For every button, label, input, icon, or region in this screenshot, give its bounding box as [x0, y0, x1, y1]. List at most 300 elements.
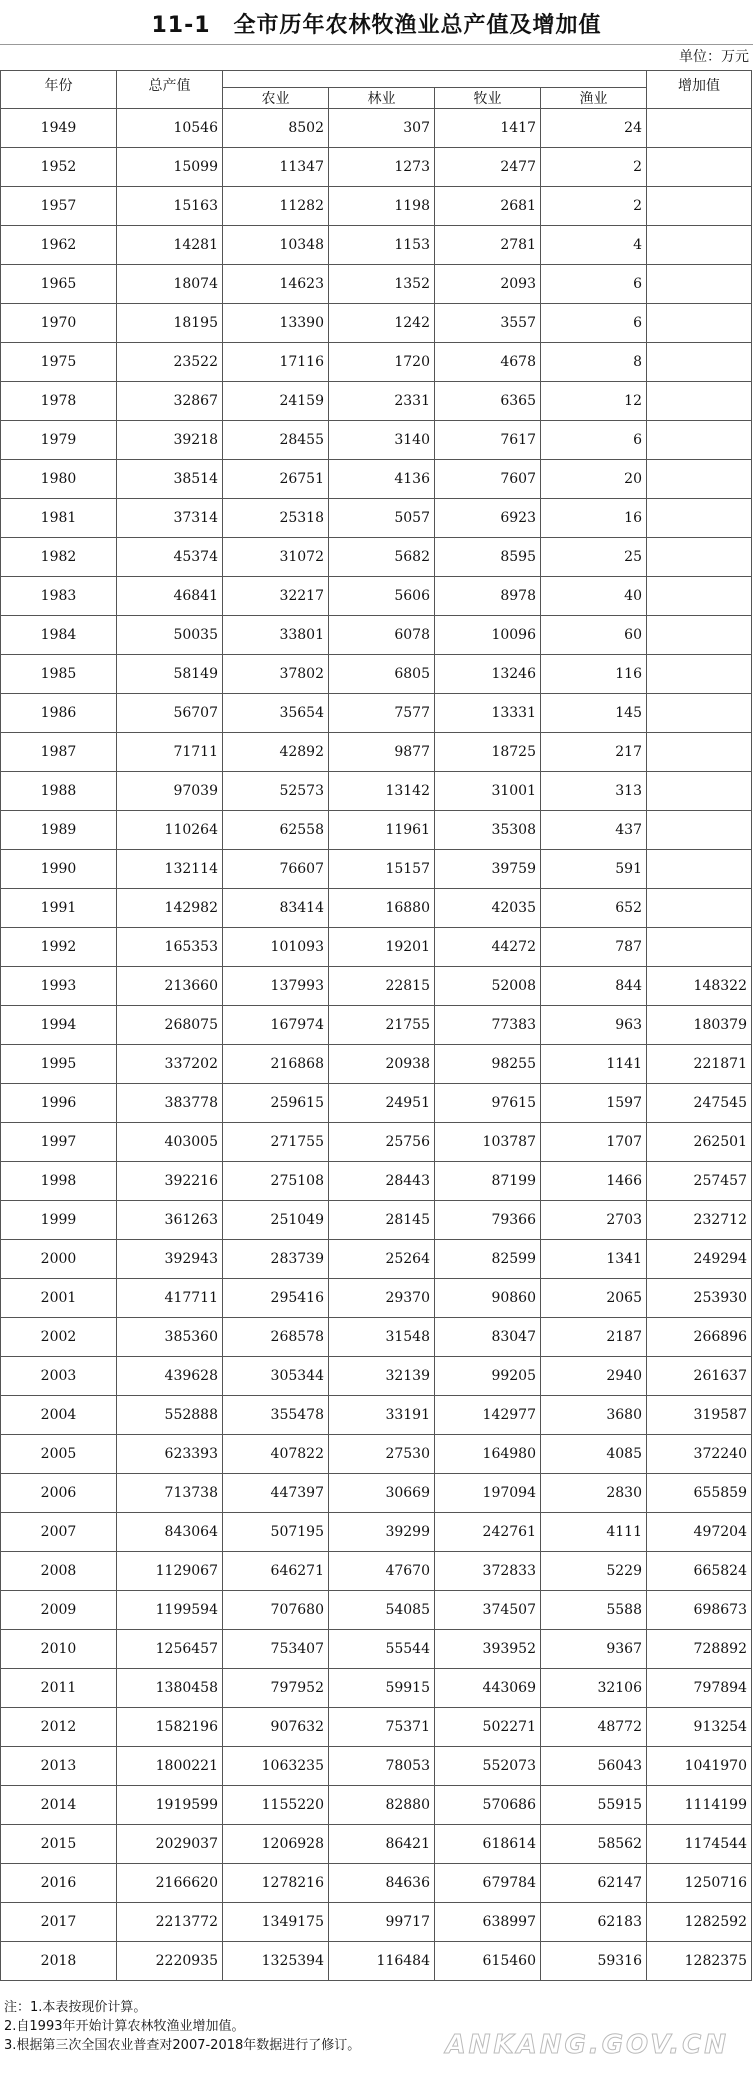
agriculture-cell: 1349175	[223, 1903, 329, 1942]
table-row	[1, 226, 752, 265]
total-cell: 361263	[117, 1201, 223, 1240]
table-row	[1, 1318, 752, 1357]
forestry-cell: 16880	[329, 889, 435, 928]
table-row	[1, 1747, 752, 1786]
husbandry-cell: 552073	[435, 1747, 541, 1786]
value-added-cell	[647, 304, 752, 343]
value-added-cell	[647, 889, 752, 928]
agriculture-cell: 76607	[223, 850, 329, 889]
fishery-cell: 4085	[541, 1435, 647, 1474]
forestry-cell: 86421	[329, 1825, 435, 1864]
husbandry-cell: 2781	[435, 226, 541, 265]
husbandry-cell: 87199	[435, 1162, 541, 1201]
total-cell: 2166620	[117, 1864, 223, 1903]
value-added-cell	[647, 655, 752, 694]
year-cell: 1998	[1, 1162, 117, 1201]
table-row	[1, 616, 752, 655]
husbandry-cell: 4678	[435, 343, 541, 382]
total-cell: 1380458	[117, 1669, 223, 1708]
forestry-cell: 84636	[329, 1864, 435, 1903]
table-row	[1, 265, 752, 304]
table-row	[1, 382, 752, 421]
total-cell: 337202	[117, 1045, 223, 1084]
fishery-cell: 4111	[541, 1513, 647, 1552]
value-added-cell: 249294	[647, 1240, 752, 1279]
table-row	[1, 304, 752, 343]
fishery-cell: 116	[541, 655, 647, 694]
value-added-cell: 665824	[647, 1552, 752, 1591]
husbandry-cell: 98255	[435, 1045, 541, 1084]
total-cell: 1800221	[117, 1747, 223, 1786]
fishery-cell: 313	[541, 772, 647, 811]
fishery-cell: 787	[541, 928, 647, 967]
value-added-cell: 148322	[647, 967, 752, 1006]
fishery-cell: 652	[541, 889, 647, 928]
husbandry-cell: 164980	[435, 1435, 541, 1474]
table-row	[1, 1084, 752, 1123]
value-added-cell: 253930	[647, 1279, 752, 1318]
fishery-cell: 2187	[541, 1318, 647, 1357]
agriculture-cell: 283739	[223, 1240, 329, 1279]
header-value-added: 增加值	[647, 71, 752, 109]
forestry-cell: 31548	[329, 1318, 435, 1357]
value-added-cell	[647, 577, 752, 616]
fishery-cell: 1341	[541, 1240, 647, 1279]
forestry-cell: 59915	[329, 1669, 435, 1708]
agriculture-cell: 507195	[223, 1513, 329, 1552]
husbandry-cell: 39759	[435, 850, 541, 889]
value-added-cell	[647, 343, 752, 382]
fishery-cell: 2	[541, 148, 647, 187]
fishery-cell: 1466	[541, 1162, 647, 1201]
agriculture-cell: 52573	[223, 772, 329, 811]
header-total: 总产值	[117, 71, 223, 109]
value-added-cell: 913254	[647, 1708, 752, 1747]
agriculture-cell: 42892	[223, 733, 329, 772]
agriculture-cell: 1278216	[223, 1864, 329, 1903]
fishery-cell: 437	[541, 811, 647, 850]
year-cell: 1985	[1, 655, 117, 694]
total-cell: 552888	[117, 1396, 223, 1435]
agriculture-cell: 305344	[223, 1357, 329, 1396]
value-added-cell: 1250716	[647, 1864, 752, 1903]
husbandry-cell: 2681	[435, 187, 541, 226]
total-cell: 58149	[117, 655, 223, 694]
husbandry-cell: 6923	[435, 499, 541, 538]
value-added-cell	[647, 499, 752, 538]
husbandry-cell: 10096	[435, 616, 541, 655]
title-divider	[0, 44, 753, 45]
table-row	[1, 850, 752, 889]
value-added-cell: 221871	[647, 1045, 752, 1084]
agriculture-cell: 31072	[223, 538, 329, 577]
value-added-cell	[647, 811, 752, 850]
forestry-cell: 29370	[329, 1279, 435, 1318]
total-cell: 18195	[117, 304, 223, 343]
agriculture-cell: 14623	[223, 265, 329, 304]
forestry-cell: 13142	[329, 772, 435, 811]
value-added-cell: 1174544	[647, 1825, 752, 1864]
year-cell: 1993	[1, 967, 117, 1006]
year-cell: 1995	[1, 1045, 117, 1084]
forestry-cell: 2331	[329, 382, 435, 421]
forestry-cell: 1273	[329, 148, 435, 187]
value-added-cell: 232712	[647, 1201, 752, 1240]
value-added-cell	[647, 148, 752, 187]
forestry-cell: 47670	[329, 1552, 435, 1591]
fishery-cell: 2940	[541, 1357, 647, 1396]
total-cell: 23522	[117, 343, 223, 382]
husbandry-cell: 83047	[435, 1318, 541, 1357]
forestry-cell: 32139	[329, 1357, 435, 1396]
year-cell: 2009	[1, 1591, 117, 1630]
fishery-cell: 1597	[541, 1084, 647, 1123]
value-added-cell: 728892	[647, 1630, 752, 1669]
fishery-cell: 58562	[541, 1825, 647, 1864]
value-added-cell	[647, 187, 752, 226]
agriculture-cell: 83414	[223, 889, 329, 928]
fishery-cell: 60	[541, 616, 647, 655]
table-row	[1, 148, 752, 187]
agriculture-cell: 216868	[223, 1045, 329, 1084]
fishery-cell: 963	[541, 1006, 647, 1045]
fishery-cell: 55915	[541, 1786, 647, 1825]
value-added-cell: 797894	[647, 1669, 752, 1708]
husbandry-cell: 35308	[435, 811, 541, 850]
year-cell: 1996	[1, 1084, 117, 1123]
fishery-cell: 5229	[541, 1552, 647, 1591]
husbandry-cell: 7617	[435, 421, 541, 460]
fishery-cell: 25	[541, 538, 647, 577]
agriculture-cell: 295416	[223, 1279, 329, 1318]
year-cell: 1983	[1, 577, 117, 616]
forestry-cell: 25264	[329, 1240, 435, 1279]
total-cell: 713738	[117, 1474, 223, 1513]
year-cell: 2001	[1, 1279, 117, 1318]
husbandry-cell: 7607	[435, 460, 541, 499]
husbandry-cell: 18725	[435, 733, 541, 772]
forestry-cell: 30669	[329, 1474, 435, 1513]
agriculture-cell: 1063235	[223, 1747, 329, 1786]
agriculture-cell: 33801	[223, 616, 329, 655]
value-added-cell	[647, 694, 752, 733]
agriculture-cell: 646271	[223, 1552, 329, 1591]
fishery-cell: 40	[541, 577, 647, 616]
table-row	[1, 1669, 752, 1708]
year-cell: 2016	[1, 1864, 117, 1903]
value-added-cell: 1282592	[647, 1903, 752, 1942]
total-cell: 71711	[117, 733, 223, 772]
total-cell: 38514	[117, 460, 223, 499]
value-added-cell	[647, 772, 752, 811]
table-row	[1, 1435, 752, 1474]
total-cell: 403005	[117, 1123, 223, 1162]
table-row	[1, 1942, 752, 1981]
table-row	[1, 1279, 752, 1318]
fishery-cell: 8	[541, 343, 647, 382]
forestry-cell: 5057	[329, 499, 435, 538]
year-cell: 2010	[1, 1630, 117, 1669]
agriculture-cell: 1155220	[223, 1786, 329, 1825]
forestry-cell: 6805	[329, 655, 435, 694]
fishery-cell: 62147	[541, 1864, 647, 1903]
husbandry-cell: 1417	[435, 109, 541, 148]
year-cell: 2005	[1, 1435, 117, 1474]
table-row	[1, 811, 752, 850]
husbandry-cell: 42035	[435, 889, 541, 928]
header-husbandry: 牧业	[435, 88, 541, 109]
forestry-cell: 78053	[329, 1747, 435, 1786]
forestry-cell: 25756	[329, 1123, 435, 1162]
fishery-cell: 5588	[541, 1591, 647, 1630]
year-cell: 1978	[1, 382, 117, 421]
fishery-cell: 4	[541, 226, 647, 265]
year-cell: 1975	[1, 343, 117, 382]
agriculture-cell: 707680	[223, 1591, 329, 1630]
table-row	[1, 109, 752, 148]
husbandry-cell: 142977	[435, 1396, 541, 1435]
total-cell: 2213772	[117, 1903, 223, 1942]
table-row	[1, 187, 752, 226]
value-added-cell: 247545	[647, 1084, 752, 1123]
fishery-cell: 62183	[541, 1903, 647, 1942]
agriculture-cell: 37802	[223, 655, 329, 694]
year-cell: 1999	[1, 1201, 117, 1240]
year-cell: 1994	[1, 1006, 117, 1045]
agriculture-cell: 26751	[223, 460, 329, 499]
fishery-cell: 591	[541, 850, 647, 889]
agriculture-cell: 62558	[223, 811, 329, 850]
fishery-cell: 16	[541, 499, 647, 538]
total-cell: 97039	[117, 772, 223, 811]
agriculture-cell: 271755	[223, 1123, 329, 1162]
husbandry-cell: 8595	[435, 538, 541, 577]
fishery-cell: 6	[541, 304, 647, 343]
forestry-cell: 99717	[329, 1903, 435, 1942]
husbandry-cell: 90860	[435, 1279, 541, 1318]
agriculture-cell: 24159	[223, 382, 329, 421]
table-row	[1, 1552, 752, 1591]
total-cell: 1199594	[117, 1591, 223, 1630]
forestry-cell: 28443	[329, 1162, 435, 1201]
husbandry-cell: 44272	[435, 928, 541, 967]
agriculture-cell: 268578	[223, 1318, 329, 1357]
forestry-cell: 6078	[329, 616, 435, 655]
total-cell: 392216	[117, 1162, 223, 1201]
total-cell: 56707	[117, 694, 223, 733]
fishery-cell: 2065	[541, 1279, 647, 1318]
fishery-cell: 12	[541, 382, 647, 421]
total-cell: 383778	[117, 1084, 223, 1123]
footnotes	[4, 1998, 360, 2055]
table-row	[1, 1357, 752, 1396]
forestry-cell: 7577	[329, 694, 435, 733]
agriculture-cell: 137993	[223, 967, 329, 1006]
fishery-cell: 32106	[541, 1669, 647, 1708]
husbandry-cell: 97615	[435, 1084, 541, 1123]
year-cell: 1965	[1, 265, 117, 304]
year-cell: 2004	[1, 1396, 117, 1435]
total-cell: 39218	[117, 421, 223, 460]
table-row	[1, 1513, 752, 1552]
total-cell: 213660	[117, 967, 223, 1006]
husbandry-cell: 374507	[435, 1591, 541, 1630]
year-cell: 1979	[1, 421, 117, 460]
value-added-cell	[647, 733, 752, 772]
forestry-cell: 33191	[329, 1396, 435, 1435]
value-added-cell: 261637	[647, 1357, 752, 1396]
table-row	[1, 421, 752, 460]
year-cell: 1982	[1, 538, 117, 577]
data-table	[0, 70, 752, 1981]
value-added-cell: 655859	[647, 1474, 752, 1513]
fishery-cell: 2	[541, 187, 647, 226]
table-row	[1, 1591, 752, 1630]
table-row	[1, 538, 752, 577]
year-cell: 1992	[1, 928, 117, 967]
total-cell: 417711	[117, 1279, 223, 1318]
forestry-cell: 1198	[329, 187, 435, 226]
total-cell: 623393	[117, 1435, 223, 1474]
table-row	[1, 1396, 752, 1435]
agriculture-cell: 259615	[223, 1084, 329, 1123]
agriculture-cell: 32217	[223, 577, 329, 616]
year-cell: 1990	[1, 850, 117, 889]
fishery-cell: 2703	[541, 1201, 647, 1240]
total-cell: 37314	[117, 499, 223, 538]
agriculture-cell: 25318	[223, 499, 329, 538]
total-cell: 268075	[117, 1006, 223, 1045]
table-row	[1, 1006, 752, 1045]
total-cell: 15163	[117, 187, 223, 226]
forestry-cell: 20938	[329, 1045, 435, 1084]
total-cell: 2029037	[117, 1825, 223, 1864]
value-added-cell	[647, 226, 752, 265]
table-row	[1, 928, 752, 967]
forestry-cell: 39299	[329, 1513, 435, 1552]
year-cell: 2002	[1, 1318, 117, 1357]
forestry-cell: 11961	[329, 811, 435, 850]
total-cell: 10546	[117, 109, 223, 148]
unit-label: 单位：万元	[679, 49, 749, 65]
forestry-cell: 55544	[329, 1630, 435, 1669]
table-row	[1, 733, 752, 772]
husbandry-cell: 13331	[435, 694, 541, 733]
value-added-cell: 180379	[647, 1006, 752, 1045]
husbandry-cell: 52008	[435, 967, 541, 1006]
footnote: 注：1.本表按现价计算。	[4, 2000, 147, 2015]
forestry-cell: 1352	[329, 265, 435, 304]
agriculture-cell: 10348	[223, 226, 329, 265]
total-cell: 1919599	[117, 1786, 223, 1825]
value-added-cell	[647, 850, 752, 889]
year-cell: 2015	[1, 1825, 117, 1864]
header-agriculture: 农业	[223, 88, 329, 109]
agriculture-cell: 1325394	[223, 1942, 329, 1981]
footnote: 3.根据第三次全国农业普查对2007-2018年数据进行了修订。	[4, 2038, 361, 2053]
table-row	[1, 499, 752, 538]
forestry-cell: 9877	[329, 733, 435, 772]
value-added-cell: 1041970	[647, 1747, 752, 1786]
husbandry-cell: 570686	[435, 1786, 541, 1825]
year-cell: 1997	[1, 1123, 117, 1162]
agriculture-cell: 17116	[223, 343, 329, 382]
year-cell: 1981	[1, 499, 117, 538]
fishery-cell: 59316	[541, 1942, 647, 1981]
total-cell: 843064	[117, 1513, 223, 1552]
forestry-cell: 5682	[329, 538, 435, 577]
total-cell: 392943	[117, 1240, 223, 1279]
value-added-cell: 262501	[647, 1123, 752, 1162]
table-row	[1, 1201, 752, 1240]
forestry-cell: 1720	[329, 343, 435, 382]
year-cell: 1988	[1, 772, 117, 811]
table-row	[1, 1045, 752, 1084]
year-cell: 2003	[1, 1357, 117, 1396]
total-cell: 132114	[117, 850, 223, 889]
total-cell: 15099	[117, 148, 223, 187]
agriculture-cell: 101093	[223, 928, 329, 967]
husbandry-cell: 8978	[435, 577, 541, 616]
year-cell: 1980	[1, 460, 117, 499]
year-cell: 1984	[1, 616, 117, 655]
year-cell: 1991	[1, 889, 117, 928]
site-watermark: ANKANG.GOV.CN	[445, 2030, 729, 2060]
total-cell: 46841	[117, 577, 223, 616]
husbandry-cell: 242761	[435, 1513, 541, 1552]
fishery-cell: 20	[541, 460, 647, 499]
value-added-cell	[647, 928, 752, 967]
forestry-cell: 21755	[329, 1006, 435, 1045]
husbandry-cell: 638997	[435, 1903, 541, 1942]
agriculture-cell: 13390	[223, 304, 329, 343]
agriculture-cell: 797952	[223, 1669, 329, 1708]
table-row	[1, 1123, 752, 1162]
forestry-cell: 5606	[329, 577, 435, 616]
fishery-cell: 844	[541, 967, 647, 1006]
total-cell: 385360	[117, 1318, 223, 1357]
value-added-cell: 266896	[647, 1318, 752, 1357]
total-cell: 165353	[117, 928, 223, 967]
table-row	[1, 1162, 752, 1201]
agriculture-cell: 447397	[223, 1474, 329, 1513]
fishery-cell: 3680	[541, 1396, 647, 1435]
forestry-cell: 82880	[329, 1786, 435, 1825]
value-added-cell: 497204	[647, 1513, 752, 1552]
agriculture-cell: 35654	[223, 694, 329, 733]
agriculture-cell: 275108	[223, 1162, 329, 1201]
value-added-cell	[647, 538, 752, 577]
year-cell: 1949	[1, 109, 117, 148]
table-row	[1, 577, 752, 616]
fishery-cell: 2830	[541, 1474, 647, 1513]
year-cell: 2007	[1, 1513, 117, 1552]
total-cell: 32867	[117, 382, 223, 421]
total-cell: 439628	[117, 1357, 223, 1396]
husbandry-cell: 393952	[435, 1630, 541, 1669]
total-cell: 45374	[117, 538, 223, 577]
forestry-cell: 24951	[329, 1084, 435, 1123]
table-row	[1, 343, 752, 382]
fishery-cell: 9367	[541, 1630, 647, 1669]
year-cell: 2013	[1, 1747, 117, 1786]
table-row	[1, 772, 752, 811]
agriculture-cell: 1206928	[223, 1825, 329, 1864]
table-row	[1, 967, 752, 1006]
husbandry-cell: 31001	[435, 772, 541, 811]
value-added-cell	[647, 460, 752, 499]
total-cell: 18074	[117, 265, 223, 304]
